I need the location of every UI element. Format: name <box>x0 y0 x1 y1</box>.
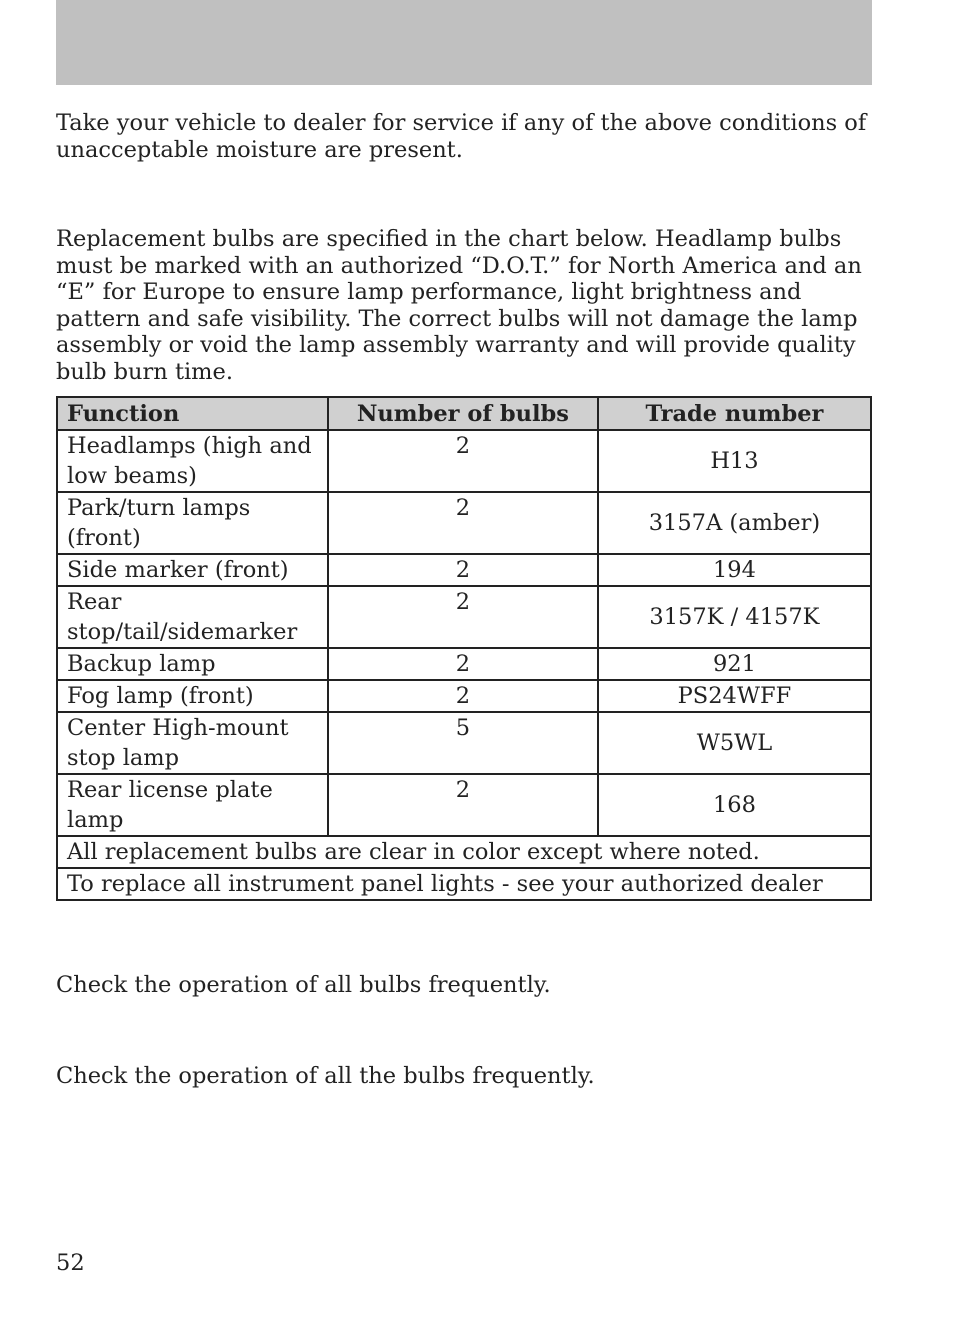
header-trade-number: Trade number <box>598 397 871 430</box>
cell-number-of-bulbs: 5 <box>328 712 598 774</box>
page-number: 52 <box>56 1250 85 1276</box>
cell-function: Headlamps (high and low beams) <box>57 430 328 492</box>
cell-function: Park/turn lamps (front) <box>57 492 328 554</box>
header-function: Function <box>57 397 328 430</box>
cell-number-of-bulbs: 2 <box>328 430 598 492</box>
cell-function: Side marker (front) <box>57 554 328 586</box>
header-number-of-bulbs: Number of bulbs <box>328 397 598 430</box>
bulb-specification-table <box>56 396 872 901</box>
table-row <box>57 492 871 554</box>
cell-number-of-bulbs: 2 <box>328 680 598 712</box>
table-row <box>57 430 871 492</box>
cell-function: Fog lamp (front) <box>57 680 328 712</box>
cell-function: Center High-mount stop lamp <box>57 712 328 774</box>
cell-function: Rear license plate lamp <box>57 774 328 836</box>
check-bulbs-paragraph-1: Check the operation of all bulbs frequently. <box>56 972 551 998</box>
cell-trade-number: W5WL <box>598 712 871 774</box>
note-instrument-panel: To replace all instrument panel lights - see your authorized dealer <box>57 868 871 900</box>
table-note-row <box>57 868 871 900</box>
table-row <box>57 680 871 712</box>
cell-number-of-bulbs: 2 <box>328 648 598 680</box>
cell-trade-number: 168 <box>598 774 871 836</box>
cell-trade-number: PS24WFF <box>598 680 871 712</box>
table-note-row <box>57 836 871 868</box>
cell-trade-number: 3157K / 4157K <box>598 586 871 648</box>
cell-function: Rear stop/tail/sidemarker <box>57 586 328 648</box>
table-row <box>57 648 871 680</box>
replacement-bulbs-paragraph: Replacement bulbs are specified in the chart below. Headlamp bulbs must be marked with an authorized “D.O.T.” for North America and an “E” for Europe to ensure lamp performance, light brightness and pattern and safe visibility. The correct bulbs will not damage the lamp assembly or void the lamp assembly warranty and will provide quality bulb burn time. <box>56 226 862 385</box>
header-band <box>56 0 872 85</box>
table-row <box>57 586 871 648</box>
table-row <box>57 712 871 774</box>
cell-function: Backup lamp <box>57 648 328 680</box>
cell-trade-number: H13 <box>598 430 871 492</box>
table-row <box>57 554 871 586</box>
cell-number-of-bulbs: 2 <box>328 554 598 586</box>
cell-number-of-bulbs: 2 <box>328 492 598 554</box>
cell-trade-number: 921 <box>598 648 871 680</box>
table-header-row <box>57 397 871 430</box>
table-row <box>57 774 871 836</box>
cell-number-of-bulbs: 2 <box>328 586 598 648</box>
cell-number-of-bulbs: 2 <box>328 774 598 836</box>
check-bulbs-paragraph-2: Check the operation of all the bulbs frequently. <box>56 1063 595 1089</box>
note-clear-color: All replacement bulbs are clear in color except where noted. <box>57 836 871 868</box>
moisture-paragraph: Take your vehicle to dealer for service if any of the above conditions of unacceptable moisture are present. <box>56 110 867 163</box>
cell-trade-number: 3157A (amber) <box>598 492 871 554</box>
cell-trade-number: 194 <box>598 554 871 586</box>
